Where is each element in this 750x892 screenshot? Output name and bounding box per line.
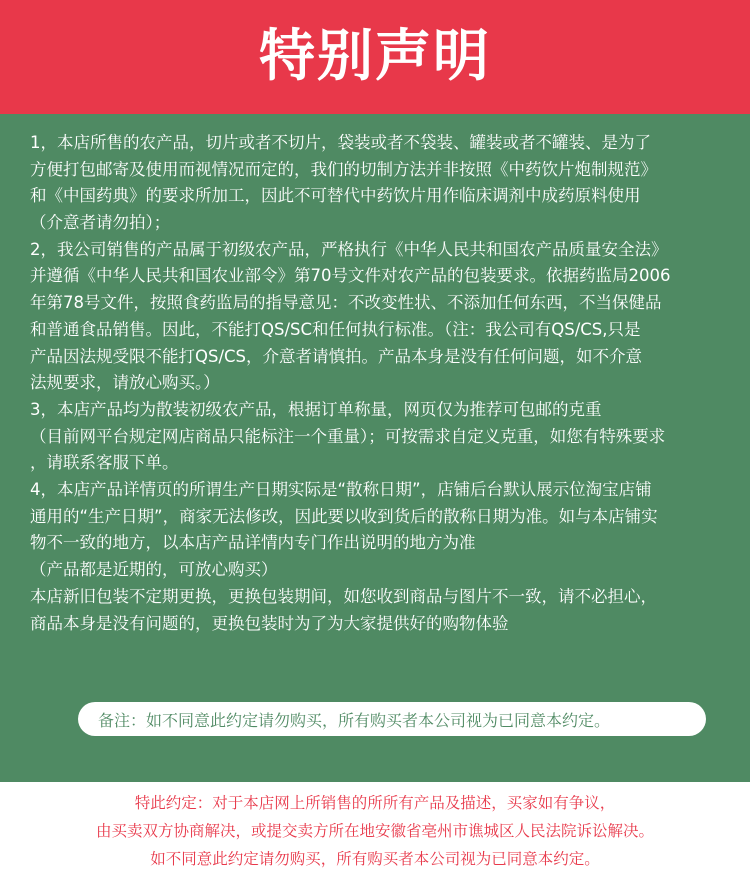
statement-line: （目前网平台规定网店商品只能标注一个重量）；可按需求自定义克重，如您有特殊要求	[30, 426, 666, 446]
statement-line: ，请联系客服下单。	[30, 453, 179, 473]
statement-line: 并遵循《中华人民共和国农业部令》第70号文件对农产品的包装要求。依据药监局2006	[30, 266, 671, 286]
statement-line: 和《中国药典》的要求所加工，因此不可替代中药饮片用作临床调剂中成药原料使用	[30, 186, 641, 206]
statement-paragraph-3	[30, 397, 730, 477]
footer-line: 由买卖双方协商解决，或提交卖方所在地安徽省亳州市谯城区人民法院诉讼解决。	[95, 822, 654, 840]
statement-paragraph-1	[30, 130, 730, 237]
note-banner	[78, 702, 706, 736]
footer-agreement	[0, 782, 750, 892]
statement-line: 法规要求，请放心购买。）	[30, 373, 220, 393]
statement-paragraph-4	[30, 477, 730, 584]
statement-panel	[0, 114, 750, 782]
statement-line: 1，本店所售的农产品，切片或者不切片，袋装或者不袋装、罐装或者不罐装、是为了	[30, 133, 651, 152]
statement-line: 本店新旧包装不定期更换，更换包装期间，如您收到商品与图片不一致，请不必担心，	[30, 587, 657, 606]
statement-line: 商品本身是没有问题的，更换包装时为了为大家提供好的购物体验	[30, 613, 509, 633]
statement-line: 方便打包邮寄及使用而视情况而定的，我们的切制方法并非按照《中药饮片炮制规范》	[30, 159, 657, 179]
header-banner	[0, 0, 750, 114]
statement-line: 通用的“生产日期”，商家无法修改，因此要以收到货后的散称日期为准。如与本店铺实	[30, 506, 658, 526]
statement-line: 产品因法规受限不能打QS/CS，介意者请慎拍。产品本身是没有任何问题，如不介意	[30, 346, 643, 366]
statement-paragraph-2	[30, 237, 730, 397]
statement-line: 2，我公司销售的产品属于初级农产品，严格执行《中华人民共和国农产品质量安全法》	[30, 239, 668, 259]
page-title: 特别声明	[259, 24, 491, 89]
footer-line: 特此约定：对于本店网上所销售的所所有产品及描述，买家如有争议，	[134, 794, 616, 812]
statement-line: 3，本店产品均为散装初级农产品，根据订单称量，网页仅为推荐可包邮的克重	[30, 400, 602, 419]
statement-line: 和普通食品销售。因此，不能打QS/SC和任何执行标准。（注：我公司有QS/CS,只是	[30, 319, 641, 339]
statement-line: （产品都是近期的，可放心购买）	[30, 560, 278, 580]
statement-line: 物不一致的地方，以本店产品详情内专门作出说明的地方为准	[30, 533, 476, 553]
statement-paragraph-5	[30, 584, 730, 637]
statement-line: 4，本店产品详情页的所谓生产日期实际是“散称日期”，店铺后台默认展示位淘宝店铺	[30, 480, 652, 499]
statement-line: （介意者请勿拍）；	[30, 213, 171, 233]
note-text: 备注：如不同意此约定请勿购买，所有购买者本公司视为已同意本约定。	[98, 710, 611, 730]
footer-line: 如不同意此约定请勿购买，所有购买者本公司视为已同意本约定。	[150, 850, 600, 868]
statement-line: 年第78号文件，按照食药监局的指导意见：不改变性状、不添加任何东西，不当保健品	[30, 293, 662, 313]
